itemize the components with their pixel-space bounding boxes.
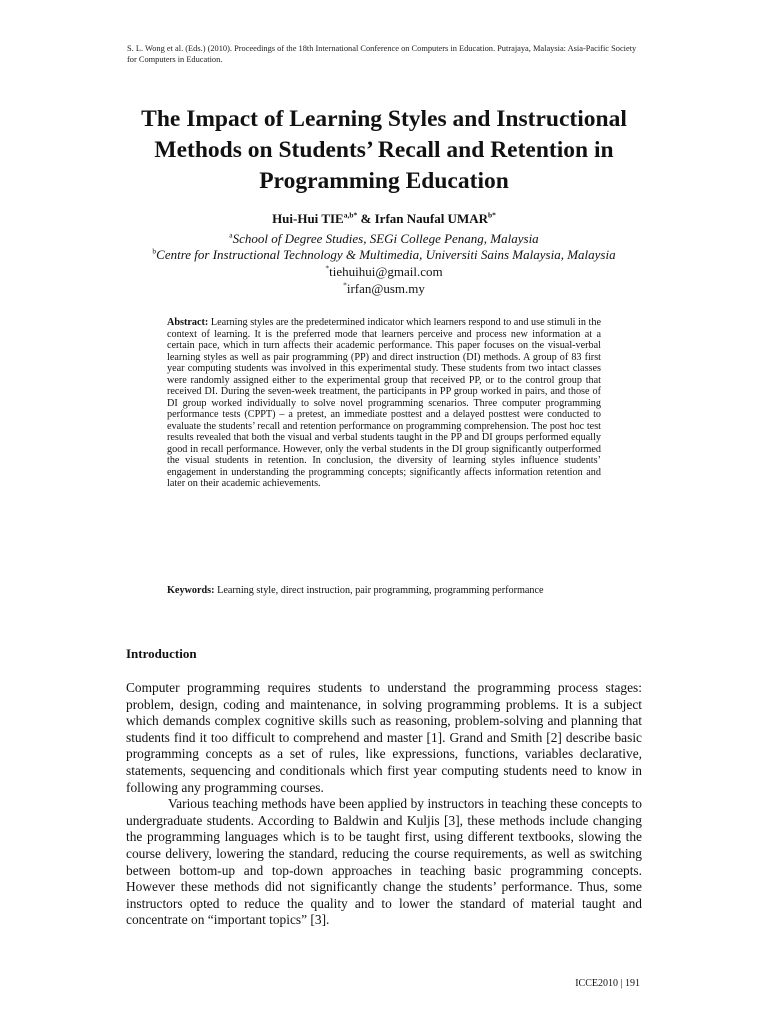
keywords-text: Learning style, direct instruction, pair programming, programming performance xyxy=(214,585,544,596)
email xyxy=(100,264,668,280)
keywords xyxy=(167,584,601,597)
email-text: tiehuihui@gmail.com xyxy=(329,264,443,279)
email-text: irfan@usm.my xyxy=(346,281,425,296)
author-name: Hui-Hui TIE xyxy=(272,211,344,226)
email-marker: * xyxy=(343,280,347,290)
keywords-label: Keywords: xyxy=(167,585,215,596)
email xyxy=(100,281,668,297)
author-line xyxy=(100,211,668,227)
body-text xyxy=(126,680,642,929)
affiliation xyxy=(100,231,668,247)
author-superscript: b* xyxy=(488,210,496,220)
affiliation-text: Centre for Instructional Technology & Multimedia, Universiti Sains Malaysia, Malaysia xyxy=(156,247,616,262)
abstract xyxy=(167,317,601,490)
affiliation xyxy=(100,247,668,263)
proceedings-header: S. L. Wong et al. (Eds.) (2010). Proceedings of the 18th International Conference on Computers in Education. Putrajaya, Malaysia: Asia-Pacific Society for Computers in Education. xyxy=(127,44,637,64)
affiliation-marker: b xyxy=(152,246,157,256)
paragraph: Various teaching methods have been applied by instructors in teaching these concepts to undergraduate students. According to Baldwin and Kuljis [3], these methods include changing the programming languages which is to be taught first, using different textbooks, slowing the course delivery, lowering the standard, reducing the course requirements, as well as switching between bottom-up and top-down approaches in teaching basic programming concepts. However these methods did not significantly change the students’ performance. Thus, some instructors opted to reduce the quality and to lower the standard of material taught and concentrate on “important topics” [3]. xyxy=(126,796,642,928)
affiliation-text: School of Degree Studies, SEGi College Penang, Malaysia xyxy=(232,231,539,246)
author-superscript: a,b* xyxy=(343,210,358,220)
author-name: Irfan Naufal UMAR xyxy=(374,211,488,226)
email-marker: * xyxy=(325,263,330,273)
abstract-text: Learning styles are the predetermined indicator which learners respond to and use stimuli in the context of learning. It is the preferred mode that learners perceive and process new information at a certain pace, which in turn affects their academic performance. This paper focuses on the visual-verbal learning styles as well as pair programming (PP) and direct instruction (DI) methods. A group of 83 first year computing students was involved in this experimental study. These students from two intact classes were randomly assigned either to the experimental group that received PP, or to the control group that received DI. During the seven-week treatment, the participants in PP group worked in pairs, and those of DI group worked individually to solve novel programming scenarios. Three computer programming performance tests (CPPT) – a pretest, an immediate posttest and a delayed posttest were conducted to evaluate the students’ recall and retention performance on programming comprehension. The post hoc test results revealed that both the visual and verbal students taught in the PP and DI groups performed equally good in recall performance. However, only the verbal students in the DI group significantly outperformed the visual students in retention. In conclusion, the diversity of learning styles influence students’ engagement in understanding the programming concepts; significantly affects information retention and later on their academic achievements. xyxy=(167,317,601,489)
author-connector: & xyxy=(357,211,375,226)
page-number: ICCE2010 | 191 xyxy=(575,978,640,989)
paragraph: Computer programming requires students to understand the programming process stages: problem, design, coding and maintenance, in solving programming problems. It is a subject which demands complex cognitive skills such as reasoning, problem-solving and planning that students find it too difficult to comprehend and master [1]. Grand and Smith [2] describe basic programming concepts as a set of rules, like expressions, functions, variables declarative, statements, sequencing and conditionals which first year computing students need to know in following any programming courses. xyxy=(126,680,642,795)
paper-title: The Impact of Learning Styles and Instructional Methods on Students’ Recall and Retention in Programming Education xyxy=(141,106,627,194)
abstract-label: Abstract: xyxy=(167,317,209,328)
section-heading: Introduction xyxy=(126,646,197,661)
affiliation-marker: a xyxy=(229,230,233,240)
